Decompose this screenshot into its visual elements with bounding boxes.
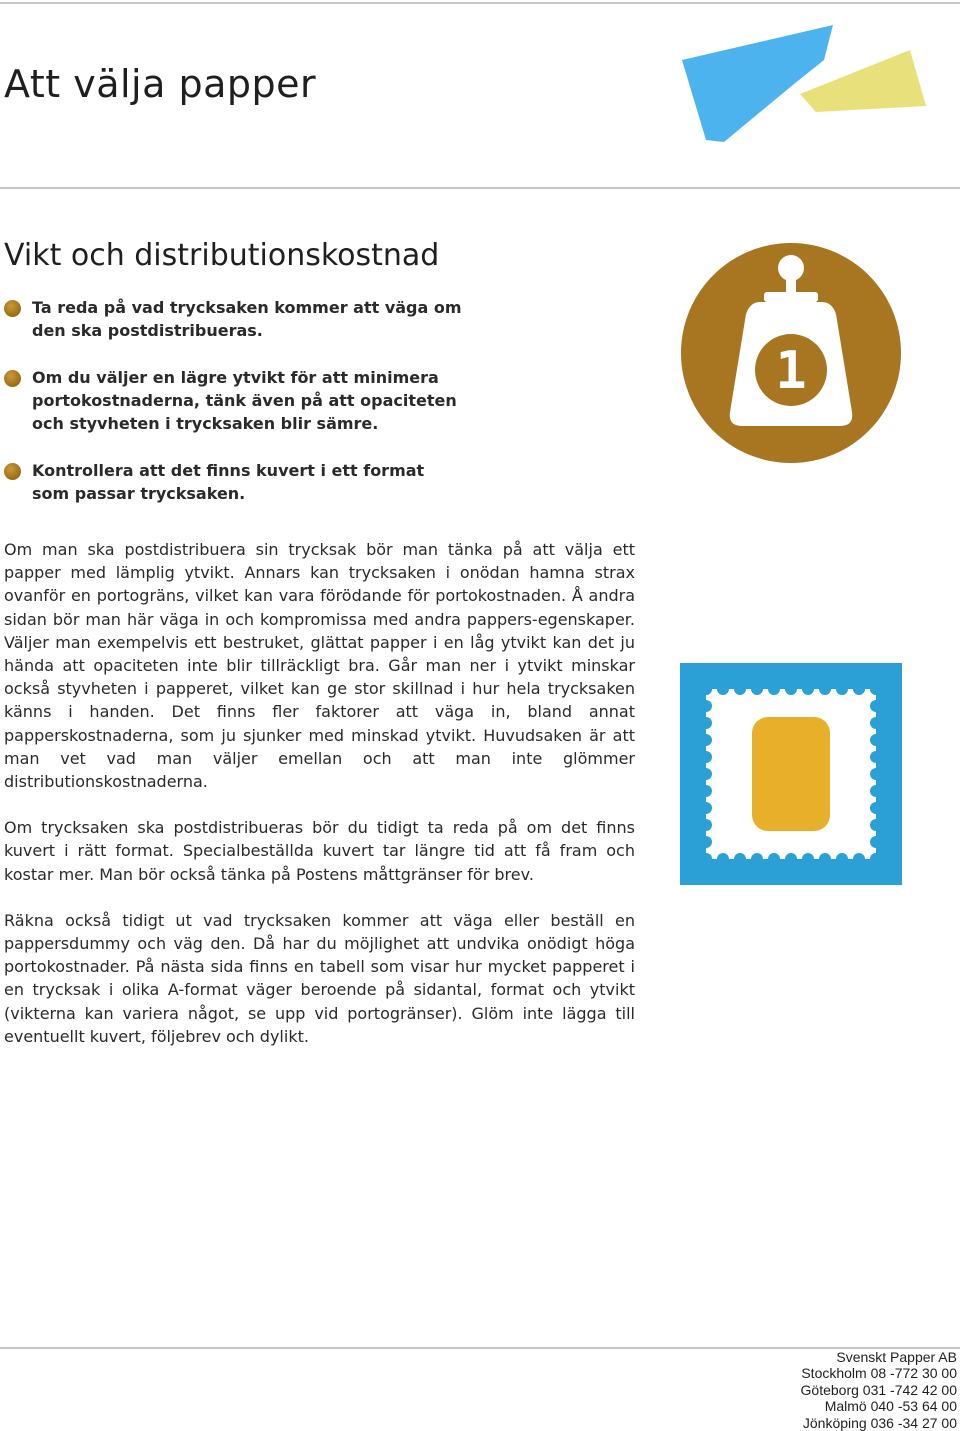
stamp-perforation (717, 853, 729, 865)
stamp-perforation (870, 802, 882, 814)
section-rule (0, 187, 960, 189)
paragraph: Om man ska postdistribuera sin trycksak bör man tänka på att välja ett papper med lämplig ytvikt. Annars kan trycksaken i onödan hamna strax ovanför en portogräns, vilket kan vara förödande för portokostnaden. Å andra sidan bör man här väga in och kompromissa med andra pappers-egenskaper. Väljer man exempelvis ett bestruket, glättat papper i en låg ytvikt kan det ju hända att opaciteten inte blir tillräckligt bra. Går man ner i ytvikt minskar också styvheten i papperet, vilket kan ge stor skillnad i hur hela trycksaken känns i handen. Det finns fler faktorer att väga in, bland annat papperskostnaderna, som ju sjunker med minskad ytvikt. Huvudsaken är att man vet vad man väljer emellan och att man inte glömmer distributionskostnaderna. (4, 540, 635, 792)
footer-line: Stockholm 08 -772 30 00 (801, 1365, 957, 1382)
weight-digit: 1 (775, 341, 807, 401)
section-heading: Vikt och distributionskostnad (4, 238, 440, 273)
bullet-item (4, 459, 464, 505)
stamp-perforation (700, 785, 712, 797)
bullet-dot-icon (4, 370, 21, 387)
top-rule (0, 2, 960, 4)
stamp-perforation (870, 683, 882, 695)
stamp-perforation (734, 853, 746, 865)
stamp-perforation (700, 802, 712, 814)
stamp-perforation (700, 768, 712, 780)
stamp-perforation (870, 717, 882, 729)
bullet-dot-icon (4, 463, 21, 480)
bullet-text: Ta reda på vad trycksaken kommer att väga om den ska postdistribueras. (32, 298, 462, 340)
footer-company: Svenskt Papper AB (836, 1349, 957, 1365)
stamp-perforation (734, 683, 746, 695)
weight-icon (680, 242, 902, 464)
stamp-perforation (802, 683, 814, 695)
stamp-icon (680, 663, 902, 885)
bullet-item (4, 366, 464, 435)
bullet-list (4, 296, 464, 529)
stamp-perforation (700, 683, 712, 695)
stamp-perforation (853, 683, 865, 695)
stamp-perforation (751, 683, 763, 695)
stamp-perforation (785, 683, 797, 695)
stamp-perforation (870, 836, 882, 848)
stamp-perforation (768, 683, 780, 695)
paragraph: Om trycksaken ska postdistribueras bör du tidigt ta reda på om det finns kuvert i rätt format. Specialbeställda kuvert tar längre tid att få fram och kostar mer. Man bör också tänka på Postens måttgränser för brev. (4, 818, 635, 884)
footer-line: Malmö 040 -53 64 00 (824, 1398, 957, 1415)
body-text (4, 538, 635, 1071)
stamp-perforation (870, 768, 882, 780)
stamp-perforation (836, 683, 848, 695)
stamp-perforation (717, 683, 729, 695)
stamp-perforation (870, 819, 882, 831)
footer-line: Jönköping 036 -34 27 00 (802, 1414, 957, 1431)
logo-shapes-icon (676, 20, 936, 150)
paragraph: Räkna också tidigt ut vad trycksaken kommer att väga eller beställ en pappersdummy och väg den. Då har du möjlighet att undvika onödigt höga portokostnader. På nästa sida finns en tabell som visar hur mycket papperet i en trycksak i olika A-format väger beroende på sidantal, format och ytvikt (vikterna kan variera något, se upp vid portogränser). Glöm inte lägga till eventuellt kuvert, följebrev och dylikt. (4, 910, 635, 1046)
stamp-perforation (819, 853, 831, 865)
page-title: Att välja papper (4, 62, 317, 106)
stamp-perforation (700, 819, 712, 831)
stamp-perforation (870, 785, 882, 797)
stamp-perforation (700, 836, 712, 848)
stamp-perforation (700, 751, 712, 763)
stamp-perforation (700, 717, 712, 729)
stamp-perforation (700, 853, 712, 865)
stamp-perforation (751, 853, 763, 865)
stamp-perforation (870, 751, 882, 763)
footer-contact (801, 1349, 957, 1431)
stamp-perforation (700, 734, 712, 746)
stamp-perforation (700, 700, 712, 712)
stamp-perforation (785, 853, 797, 865)
stamp-perforation (819, 683, 831, 695)
stamp-perforation (853, 853, 865, 865)
stamp-perforation (836, 853, 848, 865)
stamp-perforation (870, 853, 882, 865)
bullet-text: Om du väljer en lägre ytvikt för att minimera portokostnaderna, tänk även på att opaciteten och styvheten i trycksaken blir sämre. (32, 368, 457, 433)
stamp-perforation (870, 700, 882, 712)
bullet-dot-icon (4, 300, 21, 317)
stamp-perforation (768, 853, 780, 865)
stamp-perforation (802, 853, 814, 865)
stamp-perforation (870, 734, 882, 746)
bullet-text: Kontrollera att det finns kuvert i ett format som passar trycksaken. (32, 461, 425, 503)
footer-line: Göteborg 031 -742 42 00 (800, 1381, 957, 1398)
bullet-item (4, 296, 464, 342)
